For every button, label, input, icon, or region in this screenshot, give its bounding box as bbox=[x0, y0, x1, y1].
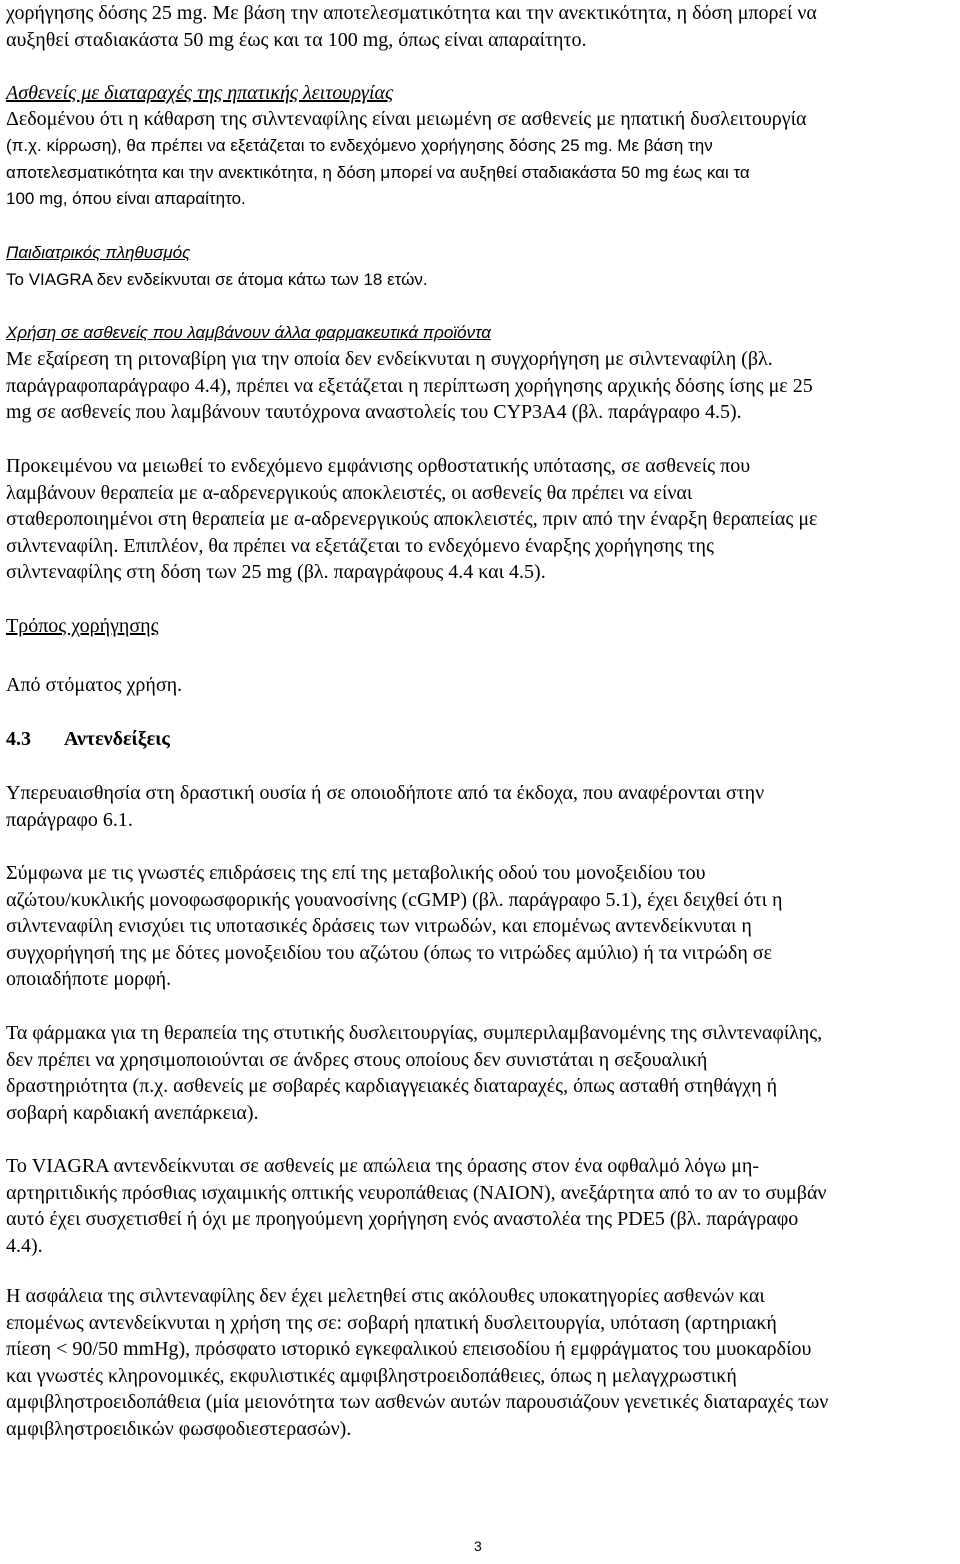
text-line: σταθεροποιημένοι στη θεραπεία με α-αδρενεργικούς αποκλειστές, πριν από την έναρξη θεραπείας με bbox=[6, 508, 818, 530]
text-line: 4.4). bbox=[6, 1234, 43, 1257]
section-heading: Ασθενείς με διαταραχές της ηπατικής λειτουργίας bbox=[6, 82, 394, 104]
text-line: χορήγησης δόσης 25 mg. Με βάση την αποτελεσματικότητα και την ανεκτικότητα, η δόση μπορεί να bbox=[6, 2, 817, 24]
text-line: mg σε ασθενείς που λαμβάνουν ταυτόχρονα αναστολείς του CYP3A4 (βλ. παράγραφο 4.5). bbox=[6, 401, 742, 423]
text-line: παράγραφοπαράγραφο 4.4), πρέπει να εξετάζεται η περίπτωση χορήγησης αρχικής δόσης ίσης με 25 bbox=[6, 374, 813, 397]
contraindication-paragraph bbox=[6, 780, 956, 833]
text-line: σιλντεναφίλη. Επιπλέον, θα πρέπει να εξετάζεται το ενδεχόμενο έναρξης χορήγησης της bbox=[6, 534, 714, 557]
text-line: λαμβάνουν θεραπεία με α-αδρενεργικούς αποκλειστές, οι ασθενείς θα πρέπει να είναι bbox=[6, 481, 693, 504]
contraindication-paragraph bbox=[6, 1283, 956, 1442]
hepatic-paragraph bbox=[6, 133, 956, 213]
contraindication-paragraph bbox=[6, 1153, 956, 1259]
administration-text bbox=[6, 672, 956, 699]
text-line: Το VIAGRA δεν ενδείκνυται σε άτομα κάτω των 18 ετών. bbox=[6, 269, 428, 289]
text-line: Η ασφάλεια της σιλντεναφίλης δεν έχει μελετηθεί στις ακόλουθες υποκατηγορίες ασθενών και bbox=[6, 1285, 765, 1307]
text-line: Υπερευαισθησία στη δραστική ουσία ή σε οποιοδήποτε από τα έκδοχα, που αναφέρονται στην bbox=[6, 782, 765, 804]
text-line: (π.χ. κίρρωση), θα πρέπει να εξετάζεται το ενδεχόμενο χορήγησης δόσης 25 mg. Με βάση την bbox=[6, 136, 713, 155]
text-line: σιλντεναφίλη ενισχύει τις υποτασικές δράσεις των νιτρωδών, και επομένως αντενδείκνυται η bbox=[6, 915, 752, 937]
text-line: επομένως αντενδείκνυται η χρήση της σε: σοβαρή ηπατική δυσλειτουργία, υπόταση (αρτηριακή bbox=[6, 1311, 777, 1334]
administration-heading bbox=[6, 613, 956, 640]
text-line: δραστηριότητα (π.χ. ασθενείς με σοβαρές καρδιαγγειακές διαταραχές, όπως ασταθή στηθάγχη ή bbox=[6, 1075, 778, 1097]
contraindication-paragraph bbox=[6, 860, 956, 993]
continuation-paragraph bbox=[6, 0, 956, 53]
text-line: αζώτου/κυκλικής μονοφωσφορικής γουανοσίνης (cGMP) (βλ. παράγραφο 5.1), έχει δειχθεί ότι η bbox=[6, 888, 783, 911]
text-line: αυτό έχει συσχετισθεί ή όχι με προηγούμενη χορήγηση ενός αναστολέα της PDE5 (βλ. παράγραφο bbox=[6, 1208, 799, 1230]
text-line: Το VIAGRA αντενδείκνυται σε ασθενείς με απώλεια της όρασης στον ένα οφθαλμό λόγω μη- bbox=[6, 1155, 759, 1177]
text-line: Δεδομένου ότι η κάθαρση της σιλντεναφίλης είναι μειωμένη σε ασθενείς με ηπατική δυσλειτουργία bbox=[6, 108, 807, 130]
text-line: πίεση < 90/50 mmHg), πρόσφατο ιστορικό εγκεφαλικού επεισοδίου ή εμφράγματος του μυοκαρδίου bbox=[6, 1338, 812, 1360]
text-line: αμφιβληστροειδοπάθεια (μία μειονότητα των ασθενών αυτών παρουσιάζουν γενετικές διαταραχές των bbox=[6, 1391, 829, 1413]
text-line: Με εξαίρεση τη ριτοναβίρη για την οποία δεν ενδείκνυται η συγχορήγηση με σιλντεναφίλη (βλ. bbox=[6, 348, 773, 370]
hepatic-section-heading bbox=[6, 80, 956, 107]
text-line: δεν πρέπει να χρησιμοποιούνται σε άνδρες στους οποίους δεν συνιστάται η σεξουαλική bbox=[6, 1048, 708, 1071]
section-number: 4.3 bbox=[6, 728, 31, 750]
text-line: αμφιβληστροειδικών φωσφοδιεστερασών). bbox=[6, 1417, 352, 1440]
section-heading: Χρήση σε ασθενείς που λαμβάνουν άλλα φαρμακευτικά προϊόντα bbox=[6, 323, 491, 342]
section-heading: Τρόπος χορήγησης bbox=[6, 615, 159, 637]
text-line: σοβαρή καρδιακή ανεπάρκεια). bbox=[6, 1101, 259, 1124]
hepatic-paragraph-first-line bbox=[6, 106, 956, 133]
text-line: αυξηθεί σταδιακάστα 50 mg έως και τα 100 mg, όπως είναι απαραίτητο. bbox=[6, 28, 587, 51]
text-line: Από στόματος χρήση. bbox=[6, 674, 183, 696]
contraindication-paragraph bbox=[6, 1020, 956, 1126]
text-line: και γνωστές κληρονομικές, εκφυλιστικές αμφιβληστροειδοπάθειες, όπως η μελαγχρωστική bbox=[6, 1364, 737, 1387]
text-line: αρτηριτιδικής πρόσθιας ισχαιμικής οπτικής νευροπάθειας (NAION), ανεξάρτητα από το αν το συμβάν bbox=[6, 1181, 827, 1204]
alpha-blockers-paragraph bbox=[6, 453, 956, 586]
other-medicines-paragraph bbox=[6, 346, 956, 426]
text-line: 100 mg, όπου είναι απαραίτητο. bbox=[6, 189, 246, 208]
text-line: Σύμφωνα με τις γνωστές επιδράσεις της επί της μεταβολικής οδού του μονοξειδίου του bbox=[6, 862, 706, 884]
other-medicines-heading bbox=[6, 320, 956, 347]
text-line: σιλντεναφίλης στη δόση των 25 mg (βλ. παραγράφους 4.4 και 4.5). bbox=[6, 561, 546, 583]
section-title: Αντενδείξεις bbox=[64, 728, 170, 750]
text-line: παράγραφο 6.1. bbox=[6, 808, 133, 831]
text-line: Τα φάρμακα για τη θεραπεία της στυτικής δυσλειτουργίας, συμπεριλαμβανομένης της σιλντεναφίλης, bbox=[6, 1022, 823, 1044]
pediatric-section bbox=[6, 240, 956, 293]
text-line: συγχορήγησή της με δότες μονοξειδίου του αζώτου (όπως το νιτρώδες αμύλιο) ή τα νιτρώδη σε bbox=[6, 941, 772, 964]
text-line: οποιαδήποτε μορφή. bbox=[6, 968, 172, 990]
section-heading: Παιδιατρικός πληθυσμός bbox=[6, 243, 191, 262]
contraindications-heading bbox=[6, 726, 956, 753]
text-line: Προκειμένου να μειωθεί το ενδεχόμενο εμφάνισης ορθοστατικής υπότασης, σε ασθενείς που bbox=[6, 455, 751, 477]
text-line: αποτελεσματικότητα και την ανεκτικότητα, η δόση μπορεί να αυξηθεί σταδιακάστα 50 mg έως και τα bbox=[6, 162, 750, 182]
page-number: 3 bbox=[474, 1538, 482, 1554]
